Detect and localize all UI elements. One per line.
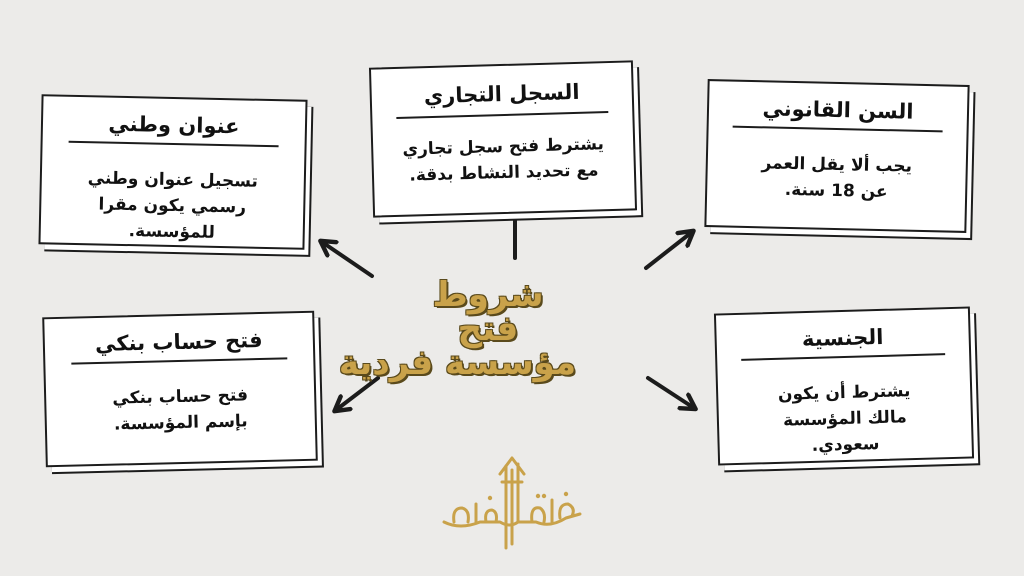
card-national-address bbox=[38, 94, 307, 250]
card-commercial-register bbox=[369, 60, 637, 217]
card-heading: فتح حساب بنكي bbox=[94, 327, 263, 357]
arrow-to-nationality bbox=[648, 378, 694, 408]
card-legal-age bbox=[704, 79, 969, 233]
card-heading: الجنسية bbox=[801, 324, 884, 352]
card-heading: عنوان وطني bbox=[108, 111, 240, 139]
brand-logo bbox=[440, 452, 586, 552]
title-line-1: شروط bbox=[432, 275, 544, 315]
card-text: فتح حساب بنكي بإسم المؤسسة. bbox=[112, 385, 249, 435]
card-nationality bbox=[714, 306, 974, 465]
arrow-to-address bbox=[322, 242, 372, 276]
card-text: يشترط أن يكون مالك المؤسسة سعودي. bbox=[777, 381, 911, 456]
arrow-to-legal-age bbox=[646, 232, 692, 268]
card-heading: السجل التجاري bbox=[423, 79, 580, 109]
center-title bbox=[338, 275, 576, 383]
card-text: يشترط فتح سجل تجاري مع تحديد النشاط بدقة. bbox=[402, 134, 605, 186]
card-text: يجب ألا يقل العمر عن 18 سنة. bbox=[761, 153, 913, 203]
card-heading: السن القانوني bbox=[762, 96, 914, 124]
title-line-2: فتح bbox=[457, 309, 519, 349]
card-text: تسجيل عنوان وطني رسمي يكون مقرا للمؤسسة. bbox=[87, 168, 259, 243]
title-line-3: مؤسسة فردية bbox=[338, 343, 576, 383]
card-bank-account bbox=[42, 311, 318, 468]
